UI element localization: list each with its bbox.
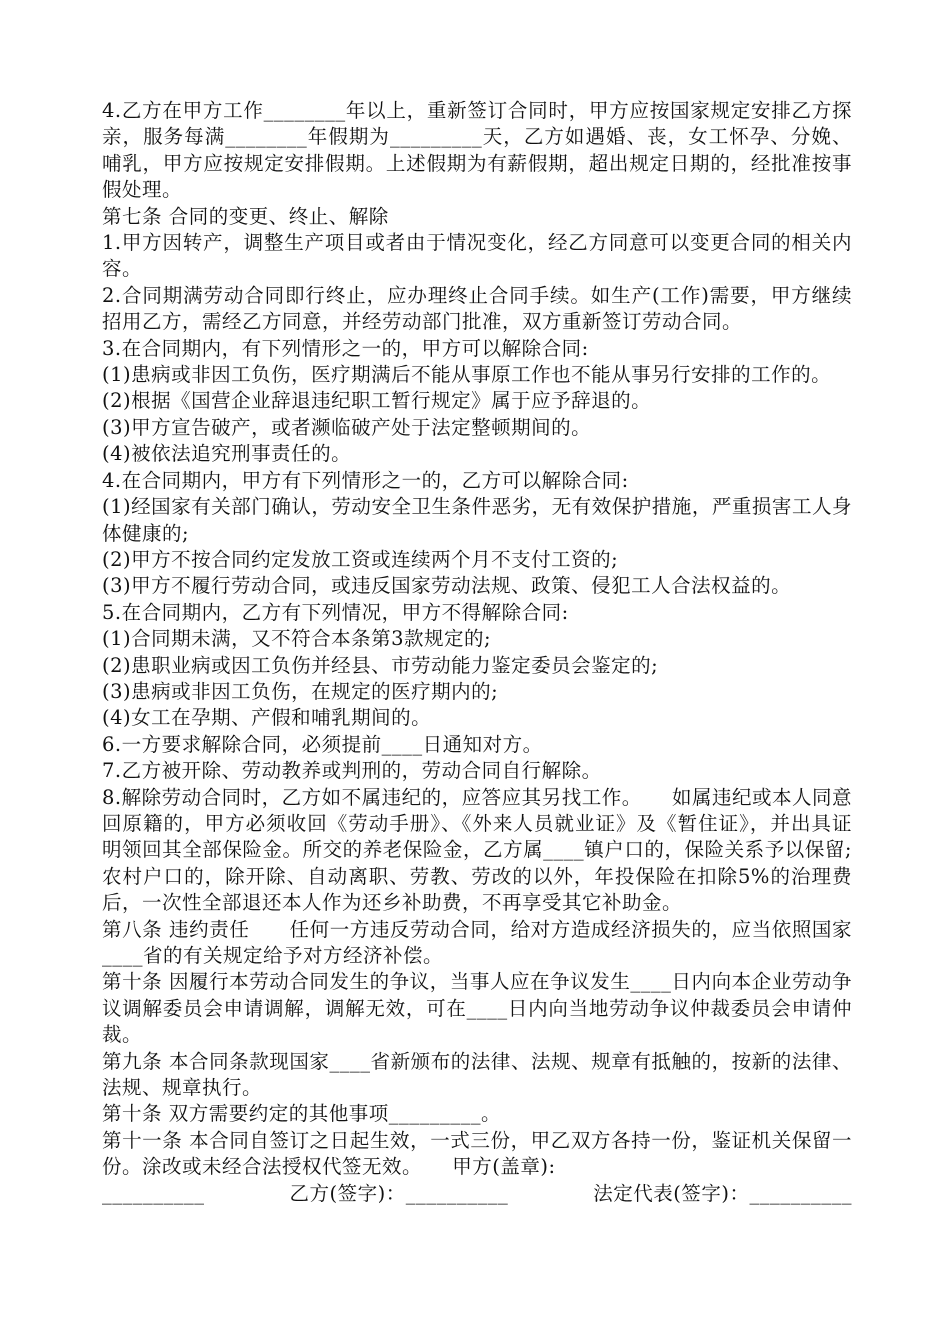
article-7-item-3-sub-4: (4)被依法追究刑事责任的。 [102, 442, 352, 466]
article-7-item-3-sub-1: (1)患病或非因工负伤，医疗期满后不能从事原工作也不能从事另行安排的工作的。 [102, 363, 832, 387]
article-7-item-5-sub-1: (1)合同期未满，又不符合本条第3款规定的; [102, 627, 492, 651]
article-7-item-5-sub-3: (3)患病或非因工负伤，在规定的医疗期内的; [102, 679, 499, 703]
article-10-other-matters: 第十条 双方需要约定的其他事项_________。 [102, 1102, 501, 1126]
article-7-item-3: 3.在合同期内，有下列情形之一的，甲方可以解除合同: [102, 336, 589, 360]
signature-line [102, 1181, 852, 1207]
article-7-item-5-sub-2: (2)患职业病或因工负伤并经县、市劳动能力鉴定委员会鉴定的; [102, 653, 659, 677]
article-9-conflict: 第九条 本合同条款现国家____省新颁布的法律、法规、规章有抵触的，按新的法律、法规、规章执行。 [102, 1049, 852, 1100]
article-10-disputes: 第十条 因履行本劳动合同发生的争议，当事人应在争议发生____日内向本企业劳动争议调解委员会申请调解，调解无效，可在____日内向当地劳动争议仲裁委员会申请仲裁。 [102, 970, 852, 1047]
party-a-seal-blank: __________ [102, 1181, 205, 1205]
article-7-item-1: 1.甲方因转产，调整生产项目或者由于情况变化，经乙方同意可以变更合同的相关内容。 [102, 231, 852, 281]
article-7-heading: 第七条 合同的变更、终止、解除 [102, 204, 389, 228]
party-b-signature: 乙方(签字)：__________ [289, 1181, 509, 1205]
article-7-item-6: 6.一方要求解除合同，必须提前____日通知对方。 [102, 732, 543, 756]
article-7-item-8: 8.解除劳动合同时，乙方如不属违纪的，应答应其另找工作。 如属违纪或本人同意回原籍的，甲方必须收回《劳动手册》、《外来人员就业证》及《暂住证》，并出具证明领回其全部保险金。所交的养老保险金，乙方属____镇户口的，保险关系予以保留;农村户口的，除开除、自动离职、劳教、劳改的以外，年投保险在扣除5%的治理费后，一次性全部退还本人作为还乡补助费，不再享受其它补助金。 [102, 785, 852, 915]
article-7-item-5-sub-4: (4)女工在孕期、产假和哺乳期间的。 [102, 706, 432, 730]
article-11-effect: 第十一条 本合同自签订之日起生效，一式三份，甲乙双方各持一份，鉴证机关保留一份。涂改或未经合法授权代签无效。 甲方(盖章): [102, 1128, 852, 1179]
article-7-item-4-sub-1: (1)经国家有关部门确认，劳动安全卫生条件恶劣，无有效保护措施，严重损害工人身体健康的; [102, 495, 852, 545]
article-8-liability: 第八条 违约责任 任何一方违反劳动合同，给对方造成经济损失的，应当依照国家____省的有关规定给予对方经济补偿。 [102, 917, 852, 967]
legal-rep-signature: 法定代表(签字)：__________ [593, 1181, 852, 1205]
document-page [102, 98, 852, 1207]
article-7-item-3-sub-2: (2)根据《国营企业辞退违纪职工暂行规定》属于应予辞退的。 [102, 389, 652, 413]
clause-4-leave: 4.乙方在甲方工作________年以上，重新签订合同时，甲方应按国家规定安排乙方探亲，服务每满________年假期为_________天，乙方如遇婚、丧，女工怀孕、分娩、哺乳，甲方应按规定安排假期。上述假期为有薪假期，超出规定日期的，经批准按事假处理。 [102, 99, 852, 202]
article-7-item-7: 7.乙方被开除、劳动教养或判刑的，劳动合同自行解除。 [102, 759, 602, 783]
article-7-item-3-sub-3: (3)甲方宣告破产，或者濒临破产处于法定整顿期间的。 [102, 415, 592, 439]
article-7-item-4-sub-3: (3)甲方不履行劳动合同，或违反国家劳动法规、政策、侵犯工人合法权益的。 [102, 574, 792, 598]
article-7-item-5: 5.在合同期内，乙方有下列情况，甲方不得解除合同: [102, 600, 569, 624]
article-7-item-4: 4.在合同期内，甲方有下列情形之一的，乙方可以解除合同: [102, 468, 629, 492]
article-7-item-4-sub-2: (2)甲方不按合同约定发放工资或连续两个月不支付工资的; [102, 547, 619, 571]
article-7-item-2: 2.合同期满劳动合同即行终止，应办理终止合同手续。如生产(工作)需要，甲方继续招用乙方，需经乙方同意，并经劳动部门批准，双方重新签订劳动合同。 [102, 283, 852, 334]
